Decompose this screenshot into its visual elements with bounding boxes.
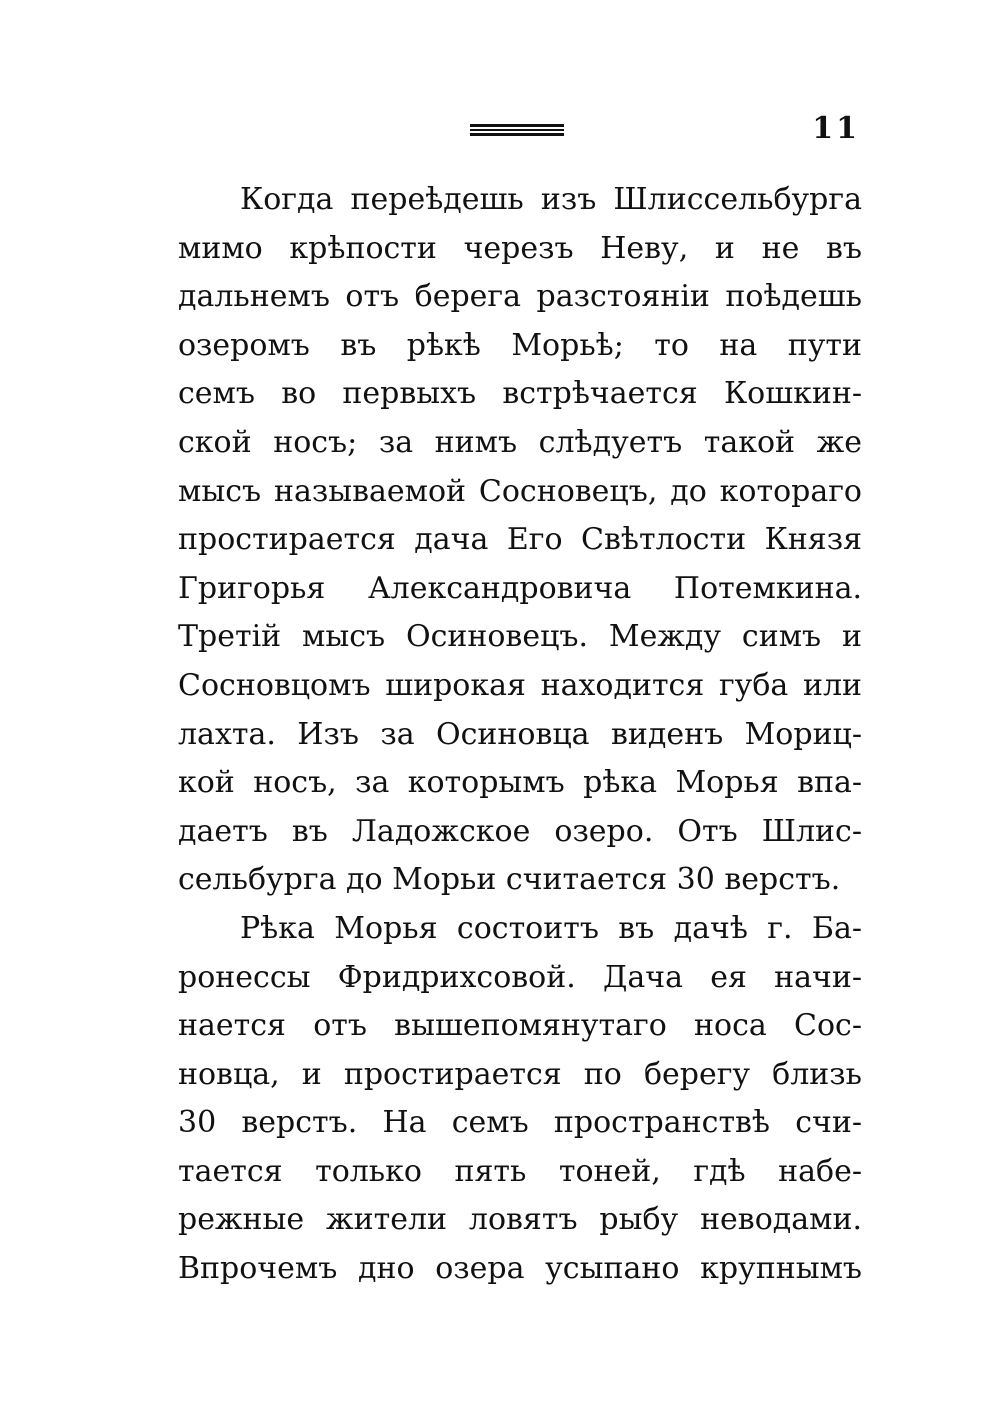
text-line: дальнемъ отъ берега разстояніи поѣдешь [178,279,862,315]
page-number: 11 [812,111,860,146]
body-text [178,176,862,1294]
text-line: Сосновцомъ широкая находится губа или [178,667,862,703]
text-line: ронессы Фридрихсовой. Дача ея начи- [178,959,862,995]
header-ornament-rule [470,124,564,136]
text-line: мысъ называемой Сосновецъ, до котораго [178,473,862,509]
text-line: Григорья Александровича Потемкина. [178,570,862,606]
text-line: кой носъ, за которымъ рѣка Морья впа- [178,765,862,801]
text-line: сельбурга до Морьи считается 30 верстъ. [178,862,841,898]
text-line: лахта. Изъ за Осиновца виденъ Мориц- [178,716,862,752]
text-line: новца, и простирается по берегу близь [178,1056,862,1092]
text-line: семъ во первыхъ встрѣчается Кошкин- [178,376,862,412]
text-line: озеромъ въ рѣкѣ Морьѣ; то на пути [178,327,862,363]
text-line: Третій мысъ Осиновецъ. Между симъ и [178,619,862,655]
text-line: режные жители ловятъ рыбу неводами. [178,1202,862,1238]
page-header [178,108,862,148]
text-line: тается только пять тоней, гдѣ набе- [178,1153,862,1189]
text-line: даетъ въ Ладожское озеро. Отъ Шлис- [178,813,862,849]
text-line: простирается дача Его Свѣтлости Князя [178,522,862,558]
text-line: 30 верстъ. На семъ пространствѣ счи- [178,1105,862,1141]
text-line: Когда переѣдешь изъ Шлиссельбурга [240,182,862,217]
text-line: ской носъ; за нимъ слѣдуетъ такой же [178,424,862,460]
text-line: мимо крѣпости черезъ Неву, и не въ [178,230,862,266]
text-line: Рѣка Морья состоитъ въ дачѣ г. Ба- [240,910,862,946]
text-line: нается отъ вышепомянутаго носа Сос- [178,1008,862,1044]
text-line: Впрочемъ дно озера усыпано крупнымъ [178,1251,862,1287]
